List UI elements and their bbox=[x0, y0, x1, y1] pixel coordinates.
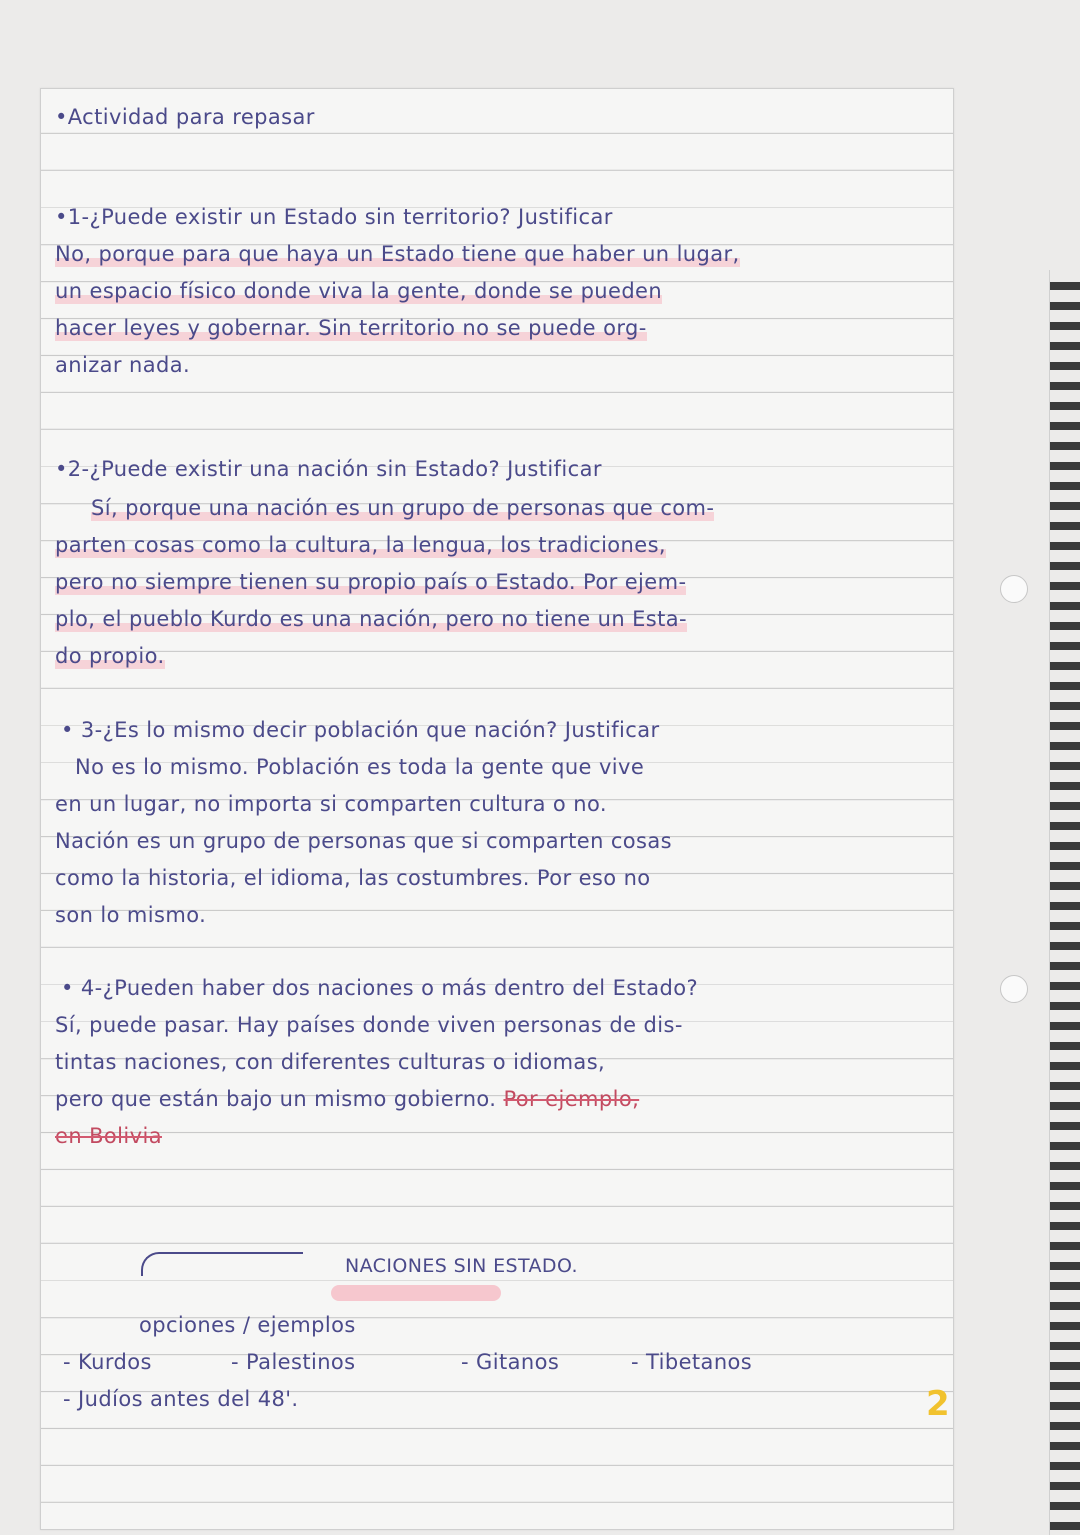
answer-1-line-4: anizar nada. bbox=[55, 353, 191, 377]
notebook-page bbox=[40, 88, 954, 1530]
question-1: •1-¿Puede existir un Estado sin territorio? Justificar bbox=[55, 205, 613, 229]
example-tibetanos: - Tibetanos bbox=[631, 1350, 753, 1374]
answer-4-line-2: tintas naciones, con diferentes culturas o idiomas, bbox=[55, 1050, 606, 1074]
answer-2-line-4: plo, el pueblo Kurdo es una nación, pero no tiene un Esta- bbox=[55, 607, 688, 631]
answer-2-line-3: pero no siempre tienen su propio país o Estado. Por ejem- bbox=[55, 570, 687, 594]
page-heading: •Actividad para repasar bbox=[55, 105, 315, 129]
section-title: NACIONES SIN ESTADO. bbox=[345, 1255, 578, 1277]
answer-3-line-1: No es lo mismo. Población es toda la gente que vive bbox=[75, 755, 645, 779]
answer-3-line-5: son lo mismo. bbox=[55, 903, 207, 927]
example-kurdos: - Kurdos bbox=[63, 1350, 152, 1374]
question-3: • 3-¿Es lo mismo decir población que nación? Justificar bbox=[61, 718, 660, 742]
spiral-binding bbox=[1049, 270, 1080, 1535]
example-gitanos: - Gitanos bbox=[461, 1350, 560, 1374]
options-label: opciones / ejemplos bbox=[139, 1313, 356, 1337]
answer-3-line-3: Nación es un grupo de personas que si comparten cosas bbox=[55, 829, 672, 853]
bracket-arrow bbox=[141, 1252, 303, 1276]
example-palestinos: - Palestinos bbox=[231, 1350, 356, 1374]
binder-hole-top bbox=[1000, 575, 1028, 603]
binder-hole-bottom bbox=[1000, 975, 1028, 1003]
question-4: • 4-¿Pueden haber dos naciones o más dentro del Estado? bbox=[61, 976, 699, 1000]
answer-2-line-2: parten cosas como la cultura, la lengua, los tradiciones, bbox=[55, 533, 667, 557]
answer-2-line-1: Sí, porque una nación es un grupo de personas que com- bbox=[91, 496, 715, 520]
question-2: •2-¿Puede existir una nación sin Estado? Justificar bbox=[55, 457, 602, 481]
answer-3-line-2: en un lugar, no importa si comparten cultura o no. bbox=[55, 792, 607, 816]
answer-1-line-3: hacer leyes y gobernar. Sin territorio no se puede org- bbox=[55, 316, 647, 340]
answer-3-line-4: como la historia, el idioma, las costumbres. Por eso no bbox=[55, 866, 651, 890]
page-number: 2 bbox=[926, 1384, 950, 1424]
struck-text-2: en Bolivia bbox=[55, 1124, 162, 1148]
struck-text-1: Por ejemplo, bbox=[503, 1087, 640, 1111]
answer-1-line-1: No, porque para que haya un Estado tiene que haber un lugar, bbox=[55, 242, 740, 266]
answer-2-line-5: do propio. bbox=[55, 644, 165, 668]
answer-4-line-3-text: pero que están bajo un mismo gobierno. bbox=[55, 1087, 497, 1111]
answer-1-line-2: un espacio físico donde viva la gente, donde se pueden bbox=[55, 279, 663, 303]
example-judios: - Judíos antes del 48'. bbox=[63, 1387, 299, 1411]
title-highlight bbox=[331, 1285, 501, 1301]
answer-4-line-3 bbox=[55, 1086, 639, 1112]
answer-4-line-1: Sí, puede pasar. Hay países donde viven personas de dis- bbox=[55, 1013, 683, 1037]
